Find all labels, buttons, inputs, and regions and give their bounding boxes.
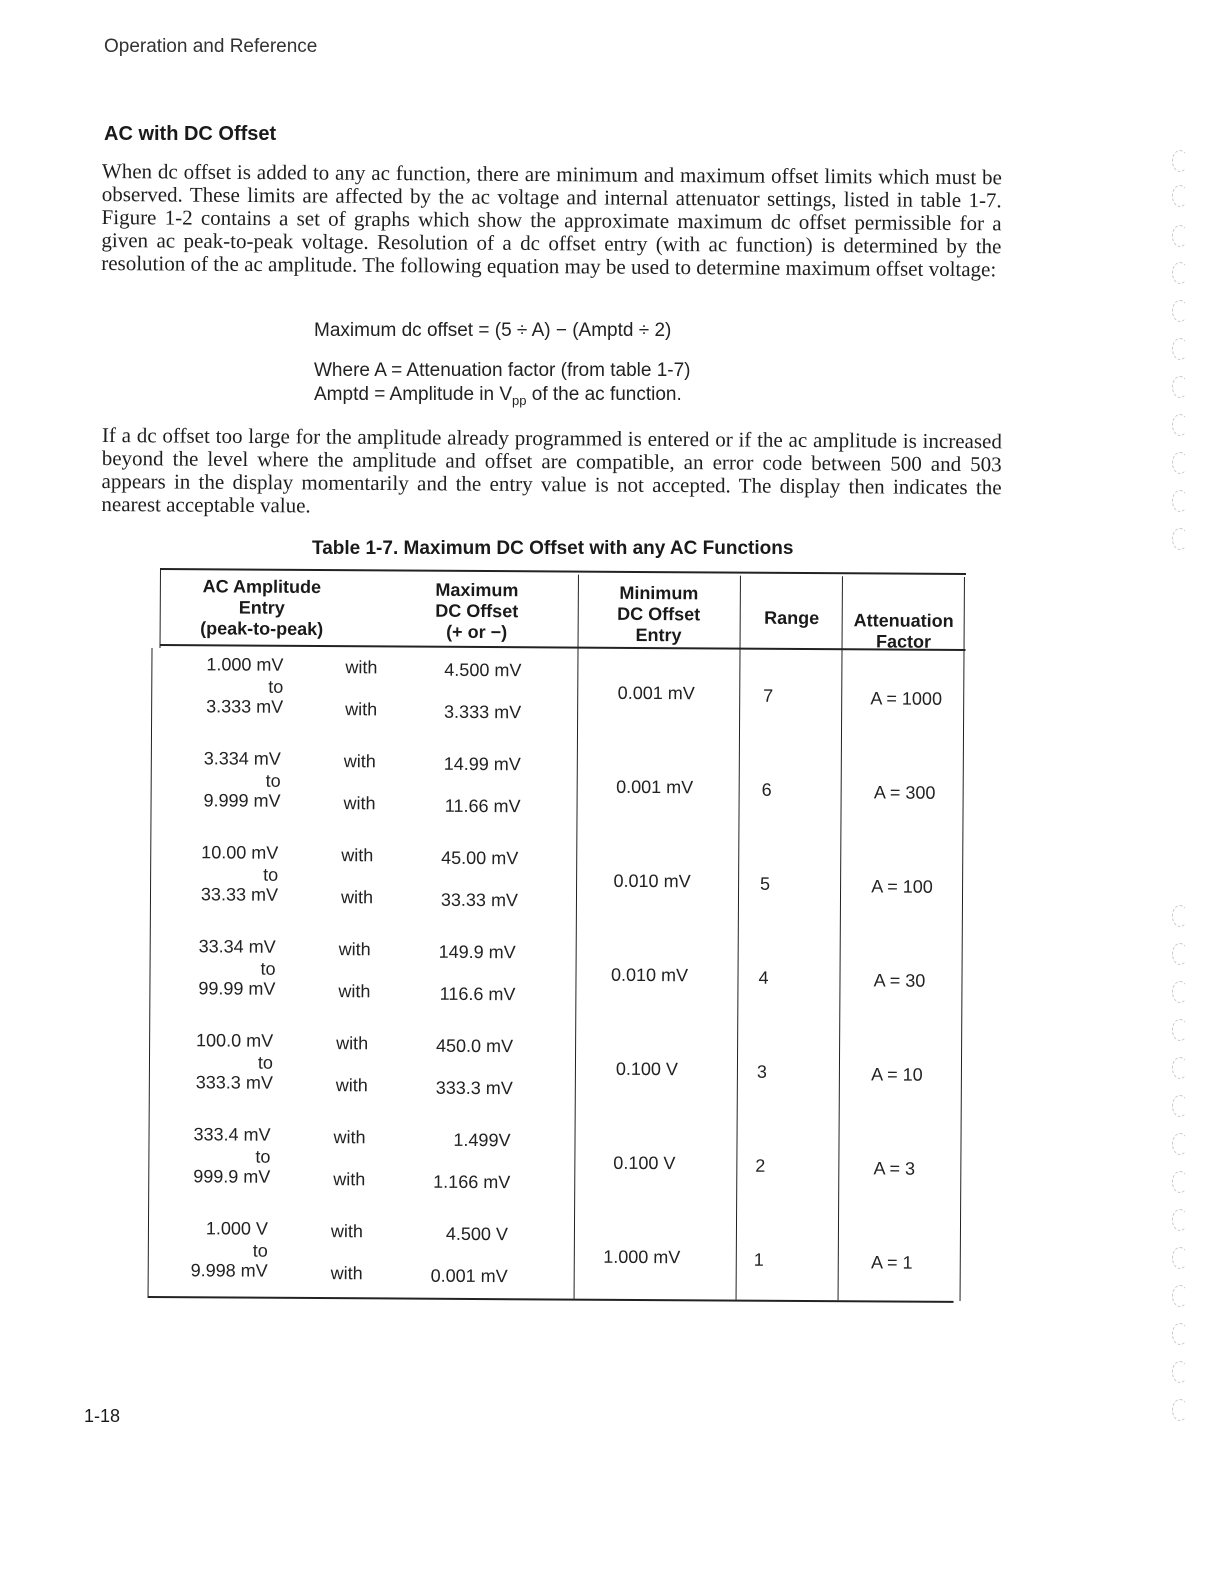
with-label-bottom: with: [340, 887, 374, 908]
max-offset-low: 4.500 mV: [444, 659, 522, 681]
min-offset-entry: 0.001 mV: [617, 682, 695, 704]
amplitude-high: 3.333 mV: [206, 696, 284, 717]
amptd-subscript: pp: [512, 392, 527, 408]
equation-where-line: Where A = Attenuation factor (from table 1-7): [314, 360, 691, 381]
max-offset-low: 4.500 V: [445, 1223, 508, 1245]
amplitude-low: 10.00 mV: [201, 842, 279, 863]
max-offset-low: 450.0 mV: [435, 1035, 514, 1057]
header-max-offset-line3: (+ or −): [446, 621, 508, 643]
binding-hole: [1172, 1019, 1188, 1041]
error-note-paragraph: If a dc offset too large for the amplitude already programmed is entered or if the ac amplitude is increased beyond the level where the amplitude and offset are compatible, an error code between 500 and 503 appears in the display momentarily and the entry value is not accepted. The display then indicates the nearest acceptable value.: [101, 423, 1002, 518]
amplitude-high: 9.998 mV: [190, 1260, 268, 1281]
amplitude-low: 333.4 mV: [193, 1124, 271, 1145]
with-label-bottom: with: [333, 1169, 366, 1190]
max-offset-low: 1.499V: [453, 1129, 511, 1151]
range-value: 4: [758, 967, 769, 988]
amplitude-low: 1.000 mV: [206, 654, 284, 675]
max-offset-low: 14.99 mV: [443, 753, 521, 775]
with-label-top: with: [333, 1127, 366, 1148]
amptd-prefix: Amptd = Amplitude in V: [314, 384, 513, 405]
amplitude-to: to: [268, 676, 284, 697]
binding-hole: [1172, 490, 1188, 512]
table-row: [150, 746, 965, 845]
binding-hole: [1172, 1323, 1188, 1345]
max-offset-high: 33.33 mV: [440, 889, 519, 911]
table-left-rule: [160, 568, 161, 648]
binding-hole: [1172, 1399, 1188, 1421]
amplitude-high: 33.33 mV: [200, 884, 279, 905]
binding-hole: [1172, 943, 1188, 965]
offset-table: [148, 568, 966, 1303]
attenuation-value: A = 100: [871, 876, 933, 897]
max-offset-high: 333.3 mV: [435, 1077, 513, 1099]
amptd-suffix: of the ac function.: [526, 384, 682, 405]
range-value: 2: [755, 1155, 766, 1176]
amplitude-low: 100.0 mV: [196, 1030, 274, 1051]
max-offset-high: 1.166 mV: [433, 1171, 511, 1193]
table-row: [148, 1216, 962, 1301]
amplitude-high: 999.9 mV: [193, 1166, 271, 1187]
binding-hole: [1172, 528, 1188, 550]
table-top-rule: [160, 568, 966, 575]
min-offset-entry: 0.010 mV: [613, 870, 691, 892]
binding-hole: [1172, 338, 1188, 360]
attenuation-value: A = 1000: [870, 688, 943, 709]
binding-hole: [1172, 981, 1188, 1003]
binding-hole: [1172, 1361, 1188, 1383]
header-attenuation-line2: Factor: [875, 631, 932, 652]
header-min-offset-line1: Minimum: [619, 582, 699, 604]
equation-amptd-line: [314, 384, 874, 408]
max-offset-high: 11.66 mV: [444, 795, 521, 817]
max-offset-low: 149.9 mV: [438, 941, 516, 963]
running-head: Operation and Reference: [104, 36, 318, 57]
header-ac-amplitude-line2: Entry: [238, 597, 285, 618]
attenuation-value: A = 10: [871, 1064, 923, 1085]
page-number: 1-18: [84, 1406, 121, 1426]
binding-hole: [1172, 1285, 1188, 1307]
amplitude-to: to: [255, 1146, 271, 1167]
header-range: Range: [764, 607, 820, 629]
header-ac-amplitude-line1: AC Amplitude: [202, 576, 322, 598]
offset-equation: Maximum dc offset = (5 ÷ A) − (Amptd ÷ 2): [314, 320, 672, 341]
with-label-bottom: with: [335, 1075, 368, 1096]
amplitude-to: to: [252, 1240, 268, 1261]
header-min-offset: [584, 583, 734, 647]
with-label-bottom: with: [345, 699, 378, 720]
amplitude-to: to: [257, 1052, 274, 1073]
with-label-top: with: [343, 751, 376, 772]
header-min-offset-line2: DC Offset: [617, 603, 701, 625]
binding-hole: [1172, 262, 1188, 284]
min-offset-entry: 0.010 mV: [610, 964, 689, 986]
attenuation-value: A = 3: [873, 1158, 916, 1179]
min-offset-entry: 0.100 V: [613, 1152, 676, 1174]
min-offset-entry: 0.001 mV: [616, 776, 694, 798]
binding-hole: [1172, 1171, 1188, 1193]
table-row: [149, 934, 964, 1033]
table-row: [148, 1122, 963, 1221]
attenuation-value: A = 1: [870, 1252, 913, 1273]
binding-hole: [1172, 414, 1188, 436]
range-value: 7: [763, 685, 774, 706]
amplitude-high: 99.99 mV: [198, 978, 276, 999]
binding-hole: [1172, 150, 1188, 172]
amplitude-to: to: [260, 958, 276, 979]
with-label-bottom: with: [330, 1263, 363, 1284]
header-ac-amplitude: [172, 576, 352, 640]
amplitude-high: 9.999 mV: [203, 790, 281, 811]
table-row: [151, 652, 966, 751]
range-value: 1: [753, 1249, 764, 1270]
binding-hole: [1172, 1133, 1188, 1155]
binding-hole: [1172, 185, 1188, 207]
header-min-offset-line3: Entry: [635, 624, 682, 646]
with-label-top: with: [341, 845, 374, 866]
amplitude-to: to: [263, 864, 279, 885]
binding-hole: [1172, 452, 1188, 474]
binding-hole: [1172, 1209, 1188, 1231]
header-max-offset: [402, 580, 552, 644]
binding-hole: [1172, 905, 1188, 927]
with-label-top: with: [330, 1221, 364, 1242]
header-ac-amplitude-line3: (peak-to-peak): [200, 618, 324, 640]
with-label-bottom: with: [338, 981, 371, 1002]
range-value: 6: [761, 779, 772, 800]
binding-hole: [1172, 225, 1188, 247]
with-label-top: with: [336, 1033, 369, 1054]
header-max-offset-line2: DC Offset: [435, 600, 519, 622]
min-offset-entry: 1.000 mV: [603, 1246, 681, 1268]
binding-hole: [1172, 376, 1188, 398]
max-offset-high: 3.333 mV: [444, 701, 522, 723]
table-row: [149, 1028, 964, 1127]
header-attenuation: [843, 610, 963, 653]
header-max-offset-line1: Maximum: [435, 579, 519, 601]
binding-holes: [1160, 0, 1224, 1584]
binding-hole: [1172, 1057, 1188, 1079]
table-caption: Table 1-7. Maximum DC Offset with any AC Functions: [312, 538, 794, 559]
max-offset-high: 0.001 mV: [430, 1265, 508, 1287]
binding-hole: [1172, 300, 1188, 322]
header-attenuation-line1: Attenuation: [853, 610, 954, 631]
binding-hole: [1172, 1095, 1188, 1117]
max-offset-high: 116.6 mV: [439, 983, 516, 1005]
amplitude-low: 3.334 mV: [203, 748, 281, 769]
range-value: 5: [760, 873, 771, 894]
range-value: 3: [756, 1061, 767, 1082]
max-offset-low: 45.00 mV: [441, 847, 519, 869]
with-label-top: with: [345, 657, 378, 678]
attenuation-value: A = 30: [873, 970, 926, 991]
min-offset-entry: 0.100 V: [615, 1058, 679, 1080]
intro-paragraph: When dc offset is added to any ac function, there are minimum and maximum offset limits which must be observed. These limits are affected by the ac voltage and internal attenuator settings, listed in table 1-7. Figure 1-2 contains a set of graphs which show the approximate maximum dc offset permissible for a given ac peak-to-peak voltage. Resolution of a dc offset entry (with ac function) is determined by the resolution of the ac amplitude. The following equation may be used to determine maximum offset voltage:: [101, 159, 1002, 282]
section-heading: AC with DC Offset: [104, 123, 277, 145]
attenuation-value: A = 300: [873, 782, 936, 803]
amplitude-low: 1.000 V: [205, 1218, 269, 1239]
amplitude-low: 33.34 mV: [198, 936, 276, 957]
with-label-top: with: [338, 939, 371, 960]
table-row: [150, 840, 965, 939]
amplitude-high: 333.3 mV: [195, 1072, 273, 1093]
amplitude-to: to: [265, 770, 281, 791]
with-label-bottom: with: [343, 793, 376, 814]
binding-hole: [1172, 1247, 1188, 1269]
